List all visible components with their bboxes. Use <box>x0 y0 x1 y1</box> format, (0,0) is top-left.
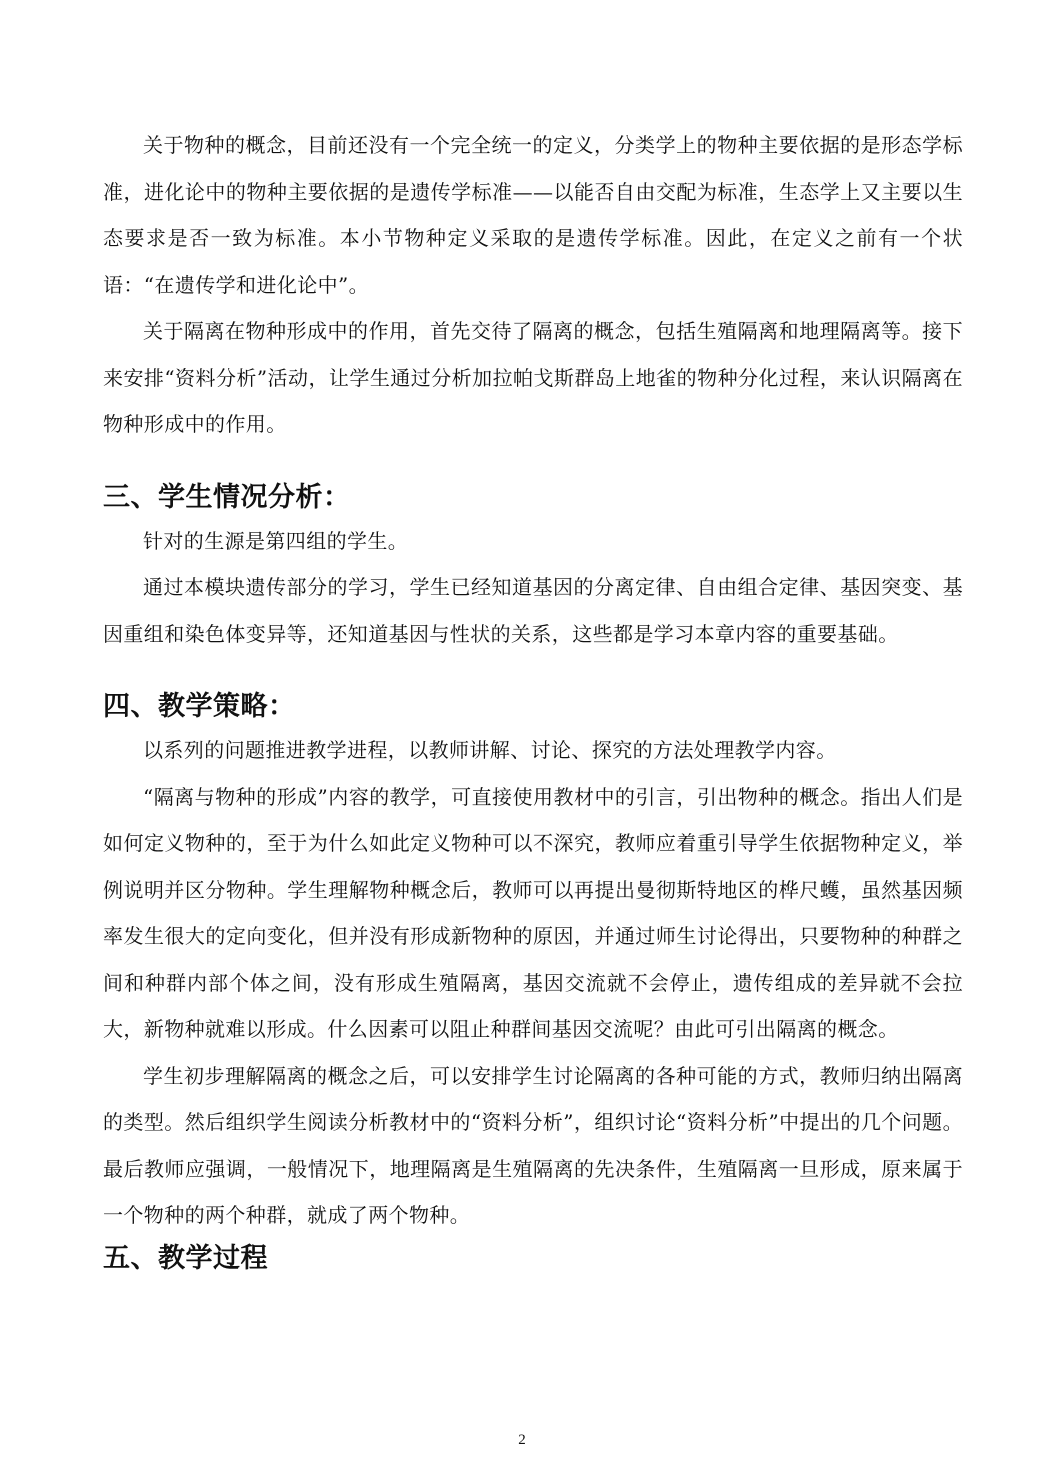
page-number: 2 <box>518 1432 526 1448</box>
paragraph-strategy-isolation: 学生初步理解隔离的概念之后，可以安排学生讨论隔离的各种可能的方式，教师归纳出隔离的类型。然后组织学生阅读分析教材中的“资料分析”，组织讨论“资料分析”中提出的几个问题。最后教师应强调，一般情况下，地理隔离是生殖隔离的先决条件，生殖隔离一旦形成，原来属于一个物种的两个种群，就成了两个物种。 <box>103 1063 963 1227</box>
paragraph-student-source: 针对的生源是第四组的学生。 <box>143 528 409 553</box>
page-content <box>103 122 963 1279</box>
heading-teaching-process: 五、教学过程 <box>103 1242 268 1274</box>
paragraph-strategy-species: “隔离与物种的形成”内容的教学，可直接使用教材中的引言，引出物种的概念。指出人们是如何定义物种的，至于为什么如此定义物种可以不深究，教师应着重引导学生依据物种定义，举例说明并区分物种。学生理解物种概念后，教师可以再提出曼彻斯特地区的桦尺蠖，虽然基因频率发生很大的定向变化，但并没有形成新物种的原因，并通过师生讨论得出，只要物种的种群之间和种群内部个体之间，没有形成生殖隔离，基因交流就不会停止，遗传组成的差异就不会拉大，新物种就难以形成。什么因素可以阻止种群间基因交流呢？由此可引出隔离的概念。 <box>103 784 963 1041</box>
heading-student-analysis: 三、学生情况分析： <box>103 481 351 513</box>
spacer <box>103 657 963 687</box>
paragraph-student-foundation: 通过本模块遗传部分的学习，学生已经知道基因的分离定律、自由组合定律、基因突变、基因重组和染色体变异等，还知道基因与性状的关系，这些都是学习本章内容的重要基础。 <box>103 575 963 646</box>
heading-teaching-strategy: 四、教学策略： <box>103 691 296 722</box>
paragraph-species-concept: 关于物种的概念，目前还没有一个完全统一的定义，分类学上的物种主要依据的是形态学标准，进化论中的物种主要依据的是遗传学标准——以能否自由交配为标准，生态学上又主要以生态要求是否一致为标准。本小节物种定义采取的是遗传学标准。因此，在定义之前有一个状语：“在遗传学和进化论中”。 <box>103 133 963 297</box>
paragraph-strategy-overview: 以系列的问题推进教学进程，以教师讲解、讨论、探究的方法处理教学内容。 <box>143 738 837 762</box>
paragraph-isolation-role: 关于隔离在物种形成中的作用，首先交待了隔离的概念，包括生殖隔离和地理隔离等。接下来安排“资料分析”活动，让学生通过分析加拉帕戈斯群岛上地雀的物种分化过程，来认识隔离在物种形成中的作用。 <box>103 319 963 436</box>
spacer <box>103 448 963 478</box>
